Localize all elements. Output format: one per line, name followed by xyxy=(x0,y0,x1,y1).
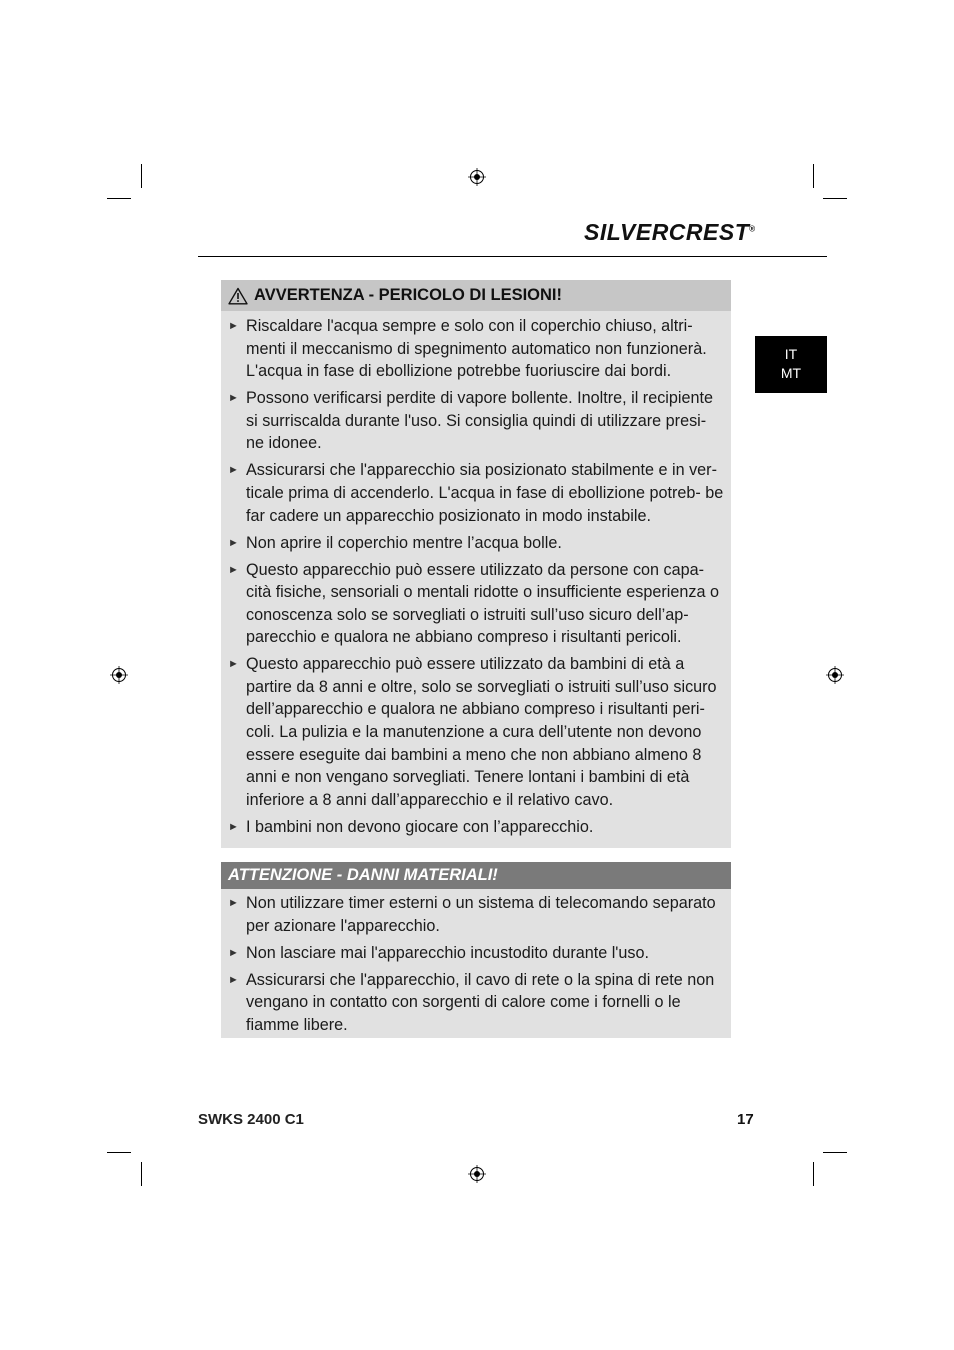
bullet-arrow-icon: ► xyxy=(228,946,239,959)
list-item xyxy=(221,969,731,1037)
list-item xyxy=(221,559,731,649)
bullet-arrow-icon: ► xyxy=(228,320,239,332)
caution-section xyxy=(221,862,731,1038)
bullet-arrow-icon: ► xyxy=(228,897,239,909)
registration-mark-icon xyxy=(468,168,486,186)
language-tab xyxy=(755,336,827,393)
list-item xyxy=(221,532,731,555)
list-item xyxy=(221,459,731,527)
crop-mark xyxy=(141,164,142,188)
bullet-arrow-icon: ► xyxy=(228,464,239,477)
language-code-it: IT xyxy=(784,346,798,362)
page-number: 17 xyxy=(737,1111,754,1128)
list-item-text: Non utilizzare timer esterni o un sistema di telecomando separato per azionare l'apparecchio. xyxy=(246,894,716,935)
list-item xyxy=(221,315,731,383)
bullet-arrow-icon: ► xyxy=(228,536,239,549)
list-item-text: Non lasciare mai l'apparecchio incustodito durante l'uso. xyxy=(246,943,649,962)
crop-mark xyxy=(813,164,814,188)
list-item xyxy=(221,892,731,937)
list-item xyxy=(221,387,731,455)
header-rule xyxy=(198,256,827,257)
bullet-arrow-icon: ► xyxy=(228,392,239,405)
list-item xyxy=(221,653,731,811)
crop-mark xyxy=(823,198,847,199)
list-item-text: I bambini non devono giocare con l’apparecchio. xyxy=(246,817,594,836)
brand-logo-text: SILVERCREST xyxy=(584,219,750,245)
warning-section xyxy=(221,280,731,848)
warning-header xyxy=(221,280,731,311)
crop-mark xyxy=(107,198,131,199)
bullet-arrow-icon: ► xyxy=(228,563,239,576)
registration-mark-icon xyxy=(110,666,128,684)
registration-mark-icon xyxy=(826,666,844,684)
list-item-text: Riscaldare l'acqua sempre e solo con il coperchio chiuso, altri- menti il meccanismo di spegnimento automatico non funzionerà. L'acqua in fase di ebollizione potrebbe fuoriuscire dai bordi. xyxy=(246,317,707,381)
crop-mark xyxy=(107,1152,131,1153)
crop-mark xyxy=(813,1162,814,1186)
caution-list xyxy=(221,889,731,1036)
crop-mark xyxy=(823,1152,847,1153)
bullet-arrow-icon: ► xyxy=(228,658,239,671)
registration-mark-icon xyxy=(468,1165,486,1183)
bullet-arrow-icon: ► xyxy=(228,973,239,986)
brand-logo xyxy=(584,219,754,253)
list-item-text: Questo apparecchio può essere utilizzato da bambini di età a partire da 8 anni e oltre, solo se sorvegliati o istruiti sull’uso sicuro dell’apparecchio e qualora ne abbiano compreso i risultanti peri- coli. La pulizia e la manutenzione a cura dell’utente non devono essere eseguite dai bambini a meno che non abbiano almeno 8 anni e non vengano sorvegliati. Tenere lontani i bambini di età inferiore a 8 anni dall’apparecchio e il relativo cavo. xyxy=(246,655,717,809)
list-item-text: Possono verificarsi perdite di vapore bollente. Inoltre, il recipiente si surriscalda durante l'uso. Si consiglia quindi di utilizzare presi- ne idonee. xyxy=(246,389,713,453)
footer-model-number: SWKS 2400 C1 xyxy=(198,1111,304,1128)
warning-title: AVVERTENZA - PERICOLO DI LESIONI! xyxy=(254,286,563,304)
warning-triangle-icon xyxy=(228,287,248,305)
warning-list xyxy=(221,311,731,838)
list-item-text: Assicurarsi che l'apparecchio sia posizionato stabilmente e in ver- ticale prima di accenderlo. L'acqua in fase di ebollizione potreb- be far cadere un apparecchio posizionato in modo instabile. xyxy=(246,461,724,525)
list-item xyxy=(221,942,731,965)
list-item-text: Assicurarsi che l'apparecchio, il cavo di rete o la spina di rete non vengano in contatto con sorgenti di calore come i fornelli o le fiamme libere. xyxy=(246,970,715,1034)
caution-header xyxy=(221,862,731,889)
crop-mark xyxy=(141,1162,142,1186)
list-item-text: Non aprire il coperchio mentre l’acqua bolle. xyxy=(246,533,562,552)
language-code-mt: MT xyxy=(780,365,802,381)
list-item-text: Questo apparecchio può essere utilizzato da persone con capa- cità fisiche, sensoriali o mentali ridotte o insufficiente esperienza o conoscenza solo se sorvegliati o istruiti sull’uso sicuro dell’ap- parecchio e qualora ne abbiano compreso i risultanti pericoli. xyxy=(246,560,719,647)
bullet-arrow-icon: ► xyxy=(228,820,239,833)
list-item xyxy=(221,816,731,839)
caution-title: ATTENZIONE - DANNI MATERIALI! xyxy=(228,866,498,884)
trademark-symbol: ® xyxy=(749,224,756,234)
